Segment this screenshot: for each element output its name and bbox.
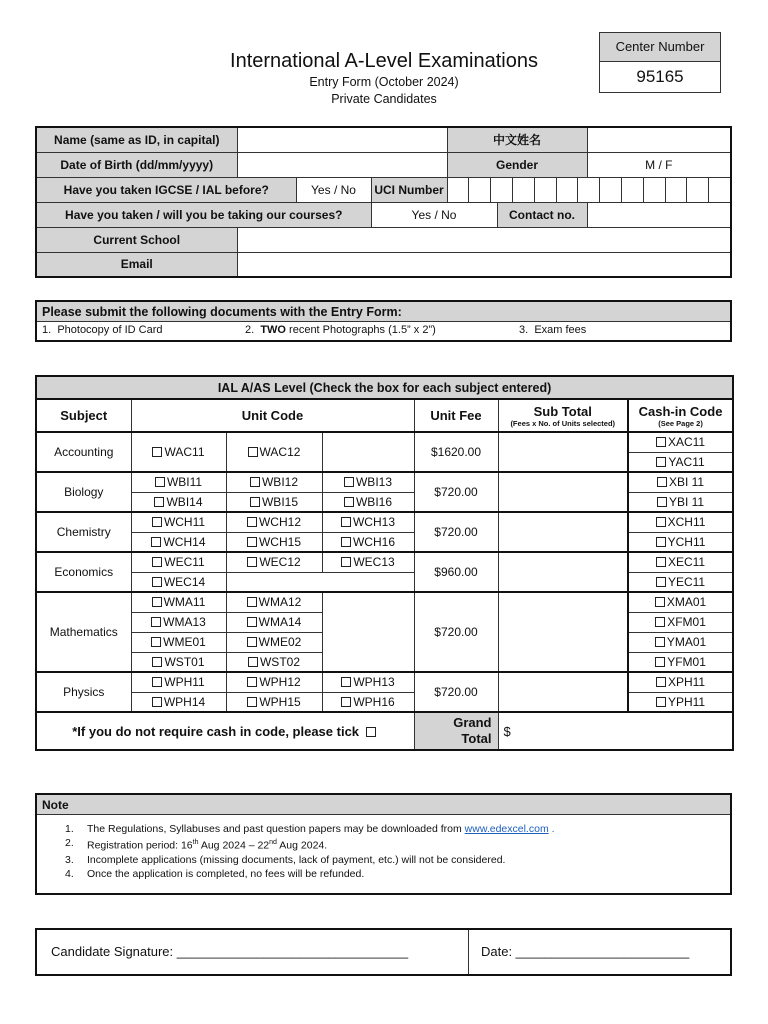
checkbox-icon[interactable] bbox=[655, 597, 665, 607]
sub-total-input[interactable] bbox=[498, 672, 628, 712]
checkbox-icon[interactable] bbox=[656, 437, 666, 447]
checkbox-icon[interactable] bbox=[655, 657, 665, 667]
checkbox-icon[interactable] bbox=[247, 537, 257, 547]
cash-in-checkbox[interactable]: YBI 11 bbox=[628, 492, 733, 512]
contact-label: Contact no. bbox=[497, 202, 587, 227]
checkbox-icon[interactable] bbox=[344, 497, 354, 507]
no-cash-in-checkbox[interactable] bbox=[366, 727, 376, 737]
col-cash-in: Cash-in Code (See Page 2) bbox=[628, 399, 733, 432]
signature-date-field[interactable]: Date: ________________________ bbox=[481, 944, 690, 959]
unit-checkbox[interactable]: WBI13 bbox=[322, 472, 414, 492]
checkbox-icon[interactable] bbox=[152, 447, 162, 457]
checkbox-icon[interactable] bbox=[657, 497, 667, 507]
unit-checkbox[interactable]: WCH12 bbox=[226, 512, 322, 532]
cash-in-checkbox[interactable]: XBI 11 bbox=[628, 472, 733, 492]
checkbox-icon[interactable] bbox=[341, 537, 351, 547]
courses-yes-no-field[interactable]: Yes / No bbox=[371, 202, 497, 227]
note-item: 3. Incomplete applications (missing documents, lack of payment, etc.) will not be considered. bbox=[65, 853, 506, 866]
checkbox-icon[interactable] bbox=[155, 477, 165, 487]
unit-checkbox[interactable]: WEC12 bbox=[226, 552, 322, 572]
cash-in-checkbox[interactable]: XMA01 bbox=[628, 592, 733, 612]
unit-checkbox[interactable]: WMA13 bbox=[131, 612, 226, 632]
note-item: 4. Once the application is completed, no fees will be refunded. bbox=[65, 867, 365, 880]
empty-cell bbox=[322, 432, 414, 472]
cash-in-checkbox[interactable]: XPH11 bbox=[628, 672, 733, 692]
checkbox-icon[interactable] bbox=[656, 677, 666, 687]
unit-fee: $1620.00 bbox=[414, 432, 498, 472]
unit-checkbox[interactable]: WMA14 bbox=[226, 612, 322, 632]
dob-input[interactable] bbox=[237, 152, 447, 177]
gender-field[interactable]: M / F bbox=[587, 152, 731, 177]
sub-total-input[interactable] bbox=[498, 432, 628, 472]
uci-box[interactable] bbox=[578, 178, 600, 202]
checkbox-icon[interactable] bbox=[247, 617, 257, 627]
unit-checkbox[interactable]: WPH12 bbox=[226, 672, 322, 692]
checkbox-icon[interactable] bbox=[154, 497, 164, 507]
unit-checkbox[interactable]: WPH11 bbox=[131, 672, 226, 692]
unit-checkbox[interactable]: WCH14 bbox=[131, 532, 226, 552]
uci-box[interactable] bbox=[600, 178, 622, 202]
uci-box[interactable] bbox=[491, 178, 513, 202]
checkbox-icon[interactable] bbox=[152, 677, 162, 687]
checkbox-icon[interactable] bbox=[341, 697, 351, 707]
unit-checkbox[interactable]: WPH16 bbox=[322, 692, 414, 712]
unit-fee: $960.00 bbox=[414, 552, 498, 592]
checkbox-icon[interactable] bbox=[152, 597, 162, 607]
checkbox-icon[interactable] bbox=[656, 517, 666, 527]
unit-checkbox[interactable]: WMA12 bbox=[226, 592, 322, 612]
checkbox-icon[interactable] bbox=[655, 617, 665, 627]
email-label: Email bbox=[36, 252, 237, 277]
col-unit-code: Unit Code bbox=[131, 399, 414, 432]
unit-checkbox[interactable]: WCH16 bbox=[322, 532, 414, 552]
sub-total-input[interactable] bbox=[498, 512, 628, 552]
candidate-info-table bbox=[35, 126, 732, 278]
cash-in-checkbox[interactable]: XEC11 bbox=[628, 552, 733, 572]
unit-fee: $720.00 bbox=[414, 592, 498, 672]
checkbox-icon[interactable] bbox=[655, 637, 665, 647]
checkbox-icon[interactable] bbox=[344, 477, 354, 487]
checkbox-icon[interactable] bbox=[247, 677, 257, 687]
checkbox-icon[interactable] bbox=[657, 477, 667, 487]
document-item: 3. Exam fees bbox=[519, 324, 587, 336]
cash-in-checkbox[interactable]: XCH11 bbox=[628, 512, 733, 532]
note-box bbox=[35, 793, 732, 895]
cash-in-checkbox[interactable]: YFM01 bbox=[628, 652, 733, 672]
page-subtitle-2: Private Candidates bbox=[331, 92, 437, 106]
unit-checkbox[interactable]: WBI15 bbox=[226, 492, 322, 512]
uci-box[interactable] bbox=[513, 178, 535, 202]
page-subtitle: Entry Form (October 2024) bbox=[309, 75, 459, 89]
edexcel-link[interactable]: www.edexcel.com bbox=[464, 823, 549, 835]
unit-checkbox[interactable]: WCH13 bbox=[322, 512, 414, 532]
cash-in-checkbox[interactable]: XFM01 bbox=[628, 612, 733, 632]
col-unit-fee: Unit Fee bbox=[414, 399, 498, 432]
grand-total-label: Grand Total bbox=[414, 712, 498, 750]
checkbox-icon[interactable] bbox=[656, 537, 666, 547]
subjects-table-title: IAL A/AS Level (Check the box for each subject entered) bbox=[36, 376, 733, 399]
subject-accounting: Accounting bbox=[36, 432, 131, 472]
name-label: Name (same as ID, in capital) bbox=[36, 127, 237, 152]
checkbox-icon[interactable] bbox=[152, 557, 162, 567]
col-sub-total: Sub Total (Fees x No. of Units selected) bbox=[498, 399, 628, 432]
unit-checkbox[interactable]: WBI12 bbox=[226, 472, 322, 492]
uci-box[interactable] bbox=[557, 178, 579, 202]
cash-in-checkbox[interactable]: XAC11 bbox=[628, 432, 733, 452]
signature-box bbox=[35, 928, 732, 976]
unit-checkbox[interactable]: WBI16 bbox=[322, 492, 414, 512]
checkbox-icon[interactable] bbox=[152, 657, 162, 667]
checkbox-icon[interactable] bbox=[247, 557, 257, 567]
checkbox-icon[interactable] bbox=[247, 697, 257, 707]
center-number-label: Center Number bbox=[600, 33, 720, 62]
checkbox-icon[interactable] bbox=[248, 657, 258, 667]
center-number-box bbox=[599, 32, 721, 93]
checkbox-icon[interactable] bbox=[247, 597, 257, 607]
unit-checkbox[interactable]: WEC11 bbox=[131, 552, 226, 572]
uci-number-field bbox=[447, 177, 731, 202]
uci-box[interactable] bbox=[535, 178, 557, 202]
subject-physics: Physics bbox=[36, 672, 131, 712]
cash-in-checkbox[interactable]: YMA01 bbox=[628, 632, 733, 652]
no-cash-in-option: *If you do not require cash in code, please tick bbox=[36, 712, 414, 750]
unit-checkbox[interactable]: WME01 bbox=[131, 632, 226, 652]
document-item: 1. Photocopy of ID Card bbox=[42, 324, 163, 336]
cash-in-checkbox[interactable]: YPH11 bbox=[628, 692, 733, 712]
unit-checkbox[interactable]: WST02 bbox=[226, 652, 322, 672]
cash-in-checkbox[interactable]: YEC11 bbox=[628, 572, 733, 592]
subject-biology: Biology bbox=[36, 472, 131, 512]
checkbox-icon[interactable] bbox=[248, 447, 258, 457]
school-input[interactable] bbox=[237, 227, 731, 252]
col-subject: Subject bbox=[36, 399, 131, 432]
unit-fee: $720.00 bbox=[414, 512, 498, 552]
unit-checkbox[interactable]: WPH14 bbox=[131, 692, 226, 712]
unit-checkbox[interactable]: WMA11 bbox=[131, 592, 226, 612]
note-header: Note bbox=[37, 795, 730, 815]
unit-fee: $720.00 bbox=[414, 672, 498, 712]
checkbox-icon[interactable] bbox=[247, 637, 257, 647]
uci-box[interactable] bbox=[448, 178, 470, 202]
igcse-question: Have you taken IGCSE / IAL before? bbox=[36, 177, 296, 202]
unit-checkbox[interactable]: WBI11 bbox=[131, 472, 226, 492]
unit-checkbox[interactable]: WEC14 bbox=[131, 572, 226, 592]
unit-checkbox[interactable]: WCH15 bbox=[226, 532, 322, 552]
unit-checkbox[interactable]: WCH11 bbox=[131, 512, 226, 532]
uci-box[interactable] bbox=[622, 178, 644, 202]
sub-total-input[interactable] bbox=[498, 592, 628, 672]
unit-checkbox[interactable]: WME02 bbox=[226, 632, 322, 652]
checkbox-icon[interactable] bbox=[151, 617, 161, 627]
uci-label: UCI Number bbox=[371, 177, 447, 202]
checkbox-icon[interactable] bbox=[656, 697, 666, 707]
grand-total-input[interactable]: $ bbox=[498, 712, 733, 750]
uci-box[interactable] bbox=[469, 178, 491, 202]
name-input[interactable] bbox=[237, 127, 447, 152]
documents-list bbox=[37, 322, 730, 340]
subjects-table bbox=[35, 375, 734, 751]
subject-mathematics: Mathematics bbox=[36, 592, 131, 672]
cash-in-checkbox[interactable]: YAC11 bbox=[628, 452, 733, 472]
document-item: 2. TWO recent Photographs (1.5” x 2”) bbox=[245, 324, 436, 336]
checkbox-icon[interactable] bbox=[151, 637, 161, 647]
dob-label: Date of Birth (dd/mm/yyyy) bbox=[36, 152, 237, 177]
note-list bbox=[37, 815, 730, 881]
documents-header: Please submit the following documents with the Entry Form: bbox=[37, 302, 730, 322]
note-item: 2. Registration period: 16th Aug 2024 – 22nd Aug 2024. bbox=[65, 837, 328, 852]
igcse-yes-no-field[interactable]: Yes / No bbox=[296, 177, 371, 202]
courses-question: Have you taken / will you be taking our courses? bbox=[36, 202, 371, 227]
checkbox-icon[interactable] bbox=[151, 537, 161, 547]
checkbox-icon[interactable] bbox=[152, 697, 162, 707]
unit-checkbox[interactable]: WBI14 bbox=[131, 492, 226, 512]
note-item: 1. The Regulations, Syllabuses and past question papers may be downloaded from www.edexcel.com . bbox=[65, 823, 555, 835]
gender-label: Gender bbox=[447, 152, 587, 177]
empty-cell bbox=[322, 592, 414, 672]
cash-in-checkbox[interactable]: YCH11 bbox=[628, 532, 733, 552]
center-number-value: 95165 bbox=[636, 67, 684, 86]
unit-checkbox[interactable]: WST01 bbox=[131, 652, 226, 672]
email-input[interactable] bbox=[237, 252, 731, 277]
contact-input[interactable] bbox=[587, 202, 731, 227]
uci-box[interactable] bbox=[666, 178, 688, 202]
uci-box[interactable] bbox=[709, 178, 730, 202]
checkbox-icon[interactable] bbox=[656, 457, 666, 467]
documents-box bbox=[35, 300, 732, 342]
subject-chemistry: Chemistry bbox=[36, 512, 131, 552]
chinese-name-input[interactable] bbox=[587, 127, 731, 152]
empty-cell bbox=[226, 572, 414, 592]
checkbox-icon[interactable] bbox=[341, 557, 351, 567]
unit-checkbox[interactable]: WPH15 bbox=[226, 692, 322, 712]
checkbox-icon[interactable] bbox=[341, 517, 351, 527]
checkbox-icon[interactable] bbox=[341, 677, 351, 687]
sub-total-input[interactable] bbox=[498, 472, 628, 512]
unit-fee: $720.00 bbox=[414, 472, 498, 512]
unit-checkbox[interactable]: WAC11 bbox=[131, 432, 226, 472]
checkbox-icon[interactable] bbox=[656, 557, 666, 567]
sub-total-input[interactable] bbox=[498, 552, 628, 592]
unit-checkbox[interactable]: WPH13 bbox=[322, 672, 414, 692]
checkbox-icon[interactable] bbox=[250, 497, 260, 507]
chinese-name-label: 中文姓名 bbox=[447, 127, 587, 152]
checkbox-icon[interactable] bbox=[152, 577, 162, 587]
page-title: International A-Level Examinations bbox=[230, 50, 538, 72]
checkbox-icon[interactable] bbox=[152, 517, 162, 527]
checkbox-icon[interactable] bbox=[247, 517, 257, 527]
checkbox-icon[interactable] bbox=[250, 477, 260, 487]
checkbox-icon[interactable] bbox=[656, 577, 666, 587]
form-header bbox=[200, 48, 568, 108]
uci-boxes bbox=[448, 178, 731, 202]
uci-box[interactable] bbox=[644, 178, 666, 202]
school-label: Current School bbox=[36, 227, 237, 252]
subject-economics: Economics bbox=[36, 552, 131, 592]
uci-box[interactable] bbox=[687, 178, 709, 202]
unit-checkbox[interactable]: WAC12 bbox=[226, 432, 322, 472]
unit-checkbox[interactable]: WEC13 bbox=[322, 552, 414, 572]
candidate-signature-field[interactable]: Candidate Signature: ________________________________ bbox=[37, 930, 469, 974]
